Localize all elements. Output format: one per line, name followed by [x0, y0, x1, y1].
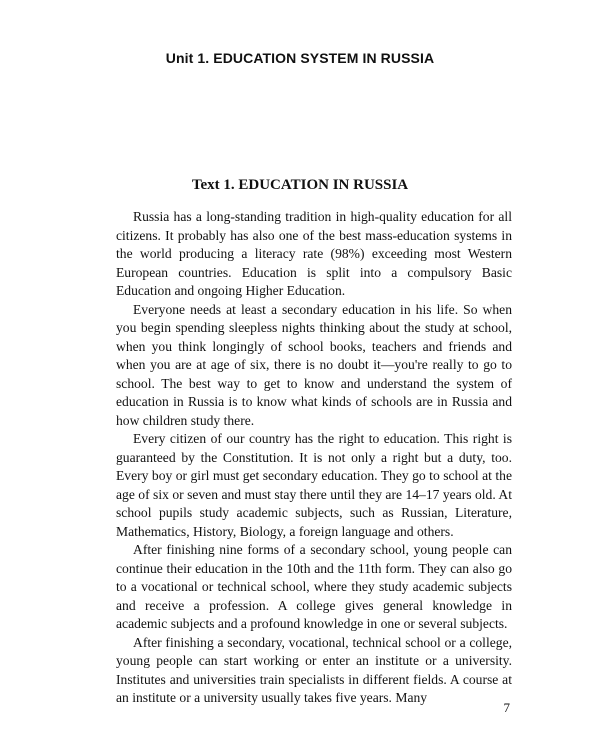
page-number: 7 [503, 700, 510, 715]
body-text [116, 208, 512, 708]
paragraph: Russia has a long-standing tradition in high-quality education for all citizens. It probably has also one of the best mass-education systems in the world producing a literacy rate (98%) exceeding most Western European countries. Education is split into a compulsory Basic Education and ongoing Higher Education. [116, 209, 512, 298]
paragraph: Everyone needs at least a secondary education in his life. So when you begin spending sleepless nights thinking about the study at school, when you think longingly of school books, teachers and friends and when you are at age of six, there is no doubt it—you're really to go to school. The best way to get to know and understand the system of education in Russia is to know what kinds of schools are in Russia and how children study there. [116, 301, 512, 428]
paragraph: After finishing a secondary, vocational, technical school or a college, young people can start working or enter an institute or a university. Institutes and universities train specialists in different fields. A course at an institute or a university usually takes five years. Many [116, 634, 512, 705]
paragraph: After finishing nine forms of a secondary school, young people can continue their education in the 10th and the 11th form. They can also go to a vocational or technical school, where they study academic subjects and receive a profession. A college gives general knowledge in academic subjects and a profound knowledge in one or several subjects. [116, 542, 512, 631]
text-title: Text 1. EDUCATION IN RUSSIA [191, 177, 409, 193]
paragraph: Every citizen of our country has the right to education. This right is guaranteed by the Constitution. It is not only a right but a duty, too. Every boy or girl must get secondary education. They go to school at the age of six or seven and must stay there until they are 14–17 years old. At school pupils study academic subjects, such as Russian, Literature, Mathematics, History, Biology, a foreign language and others. [116, 431, 512, 539]
unit-title: Unit 1. EDUCATION SYSTEM IN RUSSIA [165, 50, 435, 66]
